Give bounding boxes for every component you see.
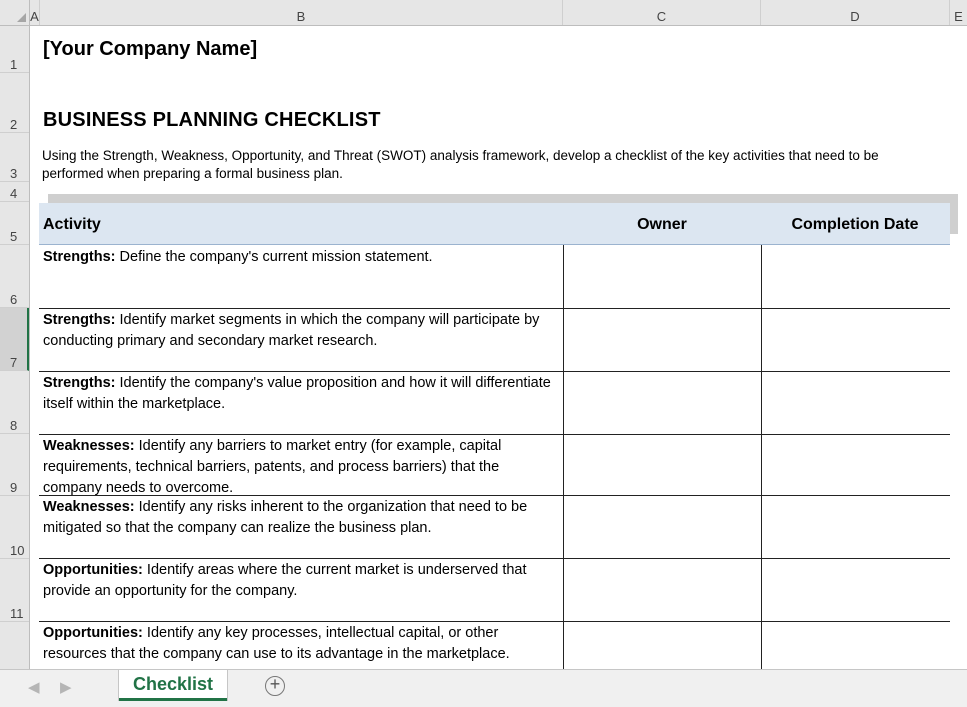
column-label: E <box>954 9 963 24</box>
row-divider <box>39 371 950 372</box>
row-divider <box>39 434 950 435</box>
activity-cell[interactable] <box>43 623 558 669</box>
scroll-right-icon[interactable]: ▶ <box>60 679 72 696</box>
activity-cell[interactable] <box>43 247 558 307</box>
column-header-e[interactable] <box>950 0 967 25</box>
activity-text: Identify the company's value proposition and how it will differentiate itself within the marketplace. <box>43 375 551 412</box>
row-label: 6 <box>10 292 18 307</box>
header-activity[interactable]: Activity <box>43 216 101 233</box>
row-header-8[interactable] <box>0 371 29 434</box>
row-label: 2 <box>10 117 18 132</box>
row-header-5[interactable] <box>0 202 29 245</box>
activity-category: Weaknesses: <box>43 438 135 454</box>
description-line: performed when preparing a formal business plan. <box>42 166 343 181</box>
activity-category: Strengths: <box>43 312 116 328</box>
row-divider <box>39 495 950 496</box>
column-label: B <box>296 9 306 24</box>
row-label: 11 <box>10 606 24 621</box>
activity-cell[interactable] <box>43 436 558 495</box>
row-header-2[interactable] <box>0 73 29 133</box>
activity-text: Identify any key processes, intellectual capital, or other resources that the company can use to its advantage in the marketplace. <box>43 625 510 662</box>
activity-text: Identify areas where the current market is underserved that provide an opportunity for the company. <box>43 562 527 599</box>
row-header-7[interactable] <box>0 308 29 371</box>
row-header-4[interactable] <box>0 182 29 202</box>
row-header-11[interactable] <box>0 559 29 622</box>
row-label: 3 <box>10 166 18 181</box>
row-label: 1 <box>10 57 18 72</box>
column-label: D <box>850 9 860 24</box>
row-label: 9 <box>10 480 18 495</box>
company-name-cell[interactable]: [Your Company Name] <box>43 38 258 60</box>
activity-text: Identify any barriers to market entry (for example, capital requirements, technical barriers, patents, and process barriers) that the company needs to overcome. <box>43 438 502 495</box>
column-header-bar <box>0 0 967 26</box>
row-divider <box>39 558 950 559</box>
row-header-6[interactable] <box>0 245 29 308</box>
row-label: 8 <box>10 418 18 433</box>
scroll-left-icon[interactable]: ◀ <box>28 679 40 696</box>
activity-text: Identify market segments in which the company will participate by conducting primary and secondary market research. <box>43 312 540 349</box>
row-header-9[interactable] <box>0 434 29 496</box>
row-divider <box>39 308 950 309</box>
row-header-3[interactable] <box>0 133 29 182</box>
activity-category: Strengths: <box>43 249 116 265</box>
activity-cell[interactable] <box>43 560 558 620</box>
select-all-triangle-icon <box>17 13 26 22</box>
description-line: Using the Strength, Weakness, Opportunity, and Threat (SWOT) analysis framework, develop a checklist of the key activities that need to be <box>42 148 879 163</box>
activity-cell[interactable] <box>43 497 558 557</box>
sheet-tab-checklist[interactable]: Checklist <box>119 670 227 701</box>
header-completion-date[interactable]: Completion Date <box>791 216 919 233</box>
activity-category: Opportunities: <box>43 562 143 578</box>
activity-category: Opportunities: <box>43 625 143 641</box>
column-header-a[interactable] <box>30 0 40 25</box>
row-label: 10 <box>10 543 25 558</box>
header-owner[interactable]: Owner <box>637 216 687 233</box>
select-all-corner[interactable] <box>0 0 30 25</box>
column-label: A <box>30 9 39 24</box>
row-header-1[interactable] <box>0 26 29 73</box>
activity-text: Define the company's current mission statement. <box>115 249 433 265</box>
column-header-b[interactable] <box>40 0 563 25</box>
row-label: 4 <box>10 186 18 201</box>
column-header-d[interactable] <box>761 0 950 25</box>
activity-category: Weaknesses: <box>43 499 135 515</box>
activity-cell[interactable] <box>43 373 558 433</box>
column-header-c[interactable] <box>563 0 761 25</box>
page-title[interactable]: BUSINESS PLANNING CHECKLIST <box>43 109 381 131</box>
activity-category: Strengths: <box>43 375 116 391</box>
row-header-10[interactable] <box>0 496 29 559</box>
row-divider <box>39 621 950 622</box>
column-label: C <box>656 9 667 24</box>
add-sheet-icon[interactable]: + <box>265 676 285 696</box>
description-cell[interactable] <box>42 147 942 183</box>
row-header-bar <box>0 26 30 670</box>
sheet-tab-bar <box>0 669 967 707</box>
row-label: 7 <box>10 355 18 370</box>
activity-cell[interactable] <box>43 310 558 370</box>
activity-text: Identify any risks inherent to the organization that need to be mitigated so that the company can realize the business plan. <box>43 499 528 536</box>
row-label: 5 <box>10 229 18 244</box>
